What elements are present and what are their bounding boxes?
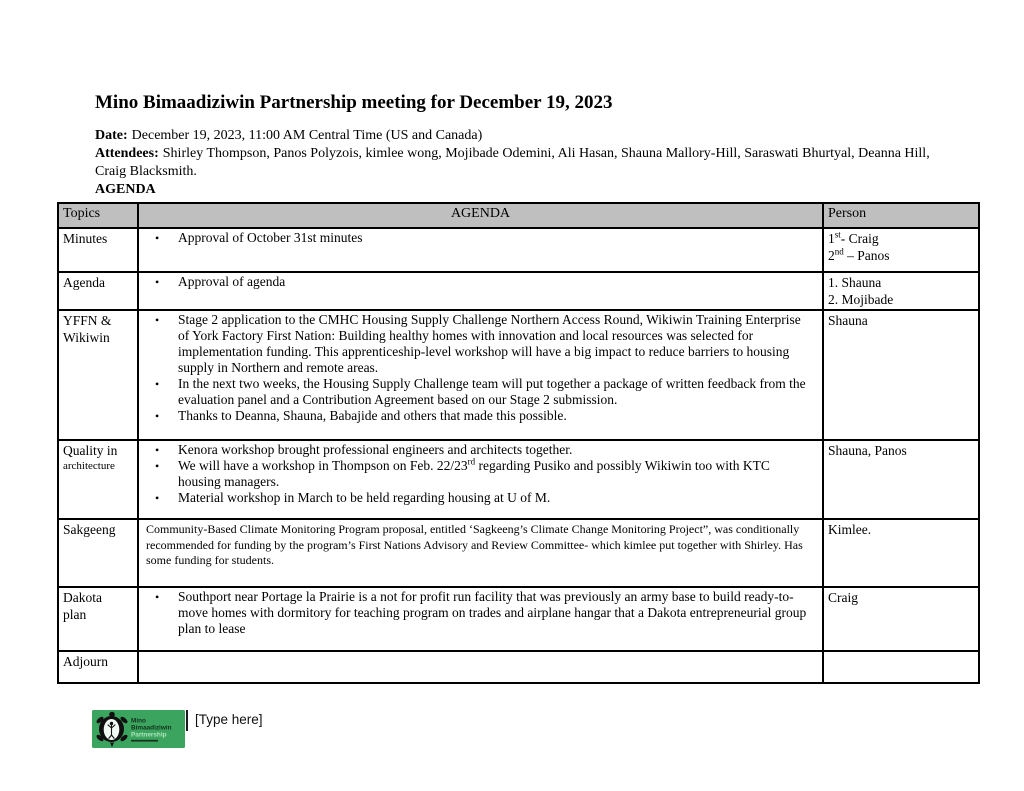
- person-cell: Craig: [823, 587, 979, 651]
- agenda-cell: Community-Based Climate Monitoring Program proposal, entitled ‘Sagkeeng’s Climate Change Monitoring Project”, was conditionally recommended for funding by the program’s First Nations Advisory and Review Committee- which kimlee put together with Shirley. Has some funding for students.: [138, 519, 823, 587]
- table-row: [58, 440, 979, 519]
- agenda-heading: AGENDA: [95, 182, 156, 197]
- table-row: [58, 228, 979, 272]
- topic-cell: Adjourn: [58, 651, 138, 683]
- logo-text-line1: Mino: [131, 717, 146, 725]
- table-row: [58, 310, 979, 440]
- column-header-agenda: AGENDA: [138, 203, 823, 228]
- agenda-cell: • Stage 2 application to the CMHC Housing Supply Challenge Northern Access Round, Wikiwin Training Enterprise of York Factory First Nation: Building healthy homes with innovation and local resources was selected for implementation funding. This apprenticeship-level workshop will have a big impact to reduce barriers to housing supply in Northern and remote areas. • In the next two weeks, the Housing Supply Challenge team will put together a package of written feedback from the evaluation panel and a Contribution Agreement based on our Stage 2 submission. • Thanks to Deanna, Shauna, Babajide and others that made this possible.: [138, 310, 823, 440]
- table-row: [58, 651, 979, 683]
- topic-cell: Minutes: [58, 228, 138, 272]
- column-header-topics: Topics: [58, 203, 138, 228]
- person-cell: [823, 651, 979, 683]
- topic-cell: YFFN & Wikiwin: [58, 310, 138, 440]
- meeting-meta: [95, 127, 943, 199]
- attendees-label: Attendees:: [95, 146, 159, 161]
- page-title: Mino Bimaadiziwin Partnership meeting for December 19, 2023: [95, 92, 613, 113]
- table-header-row: [58, 203, 979, 228]
- table-row: [58, 587, 979, 651]
- date-line: [95, 127, 943, 145]
- person-cell: 1st- Craig 2nd – Panos: [823, 228, 979, 272]
- partnership-logo: [92, 710, 185, 748]
- person-cell: 1. Shauna 2. Mojibade: [823, 272, 979, 310]
- topic-cell: Agenda: [58, 272, 138, 310]
- topic-cell: Dakota plan: [58, 587, 138, 651]
- agenda-table: [57, 202, 980, 684]
- text-cursor: [186, 710, 188, 731]
- agenda-cell: • Kenora workshop brought professional engineers and architects together. • We will have a workshop in Thompson on Feb. 22/23rd regarding Pusiko and possibly Wikiwin too with KTC housing managers. • Material workshop in March to be held regarding housing at U of M.: [138, 440, 823, 519]
- table-row: [58, 519, 979, 587]
- logo-tagline-bar: [131, 740, 158, 742]
- agenda-cell: • Approval of agenda: [138, 272, 823, 310]
- footer-placeholder[interactable]: [Type here]: [195, 712, 263, 727]
- logo-text-line2: Bimaadiziwin: [131, 724, 172, 732]
- page-footer: [92, 710, 263, 748]
- date-value: December 19, 2023, 11:00 AM Central Time (US and Canada): [131, 128, 483, 143]
- person-cell: Kimlee.: [823, 519, 979, 587]
- agenda-cell: [138, 651, 823, 683]
- date-label: Date:: [95, 128, 128, 143]
- agenda-table-body: [58, 228, 979, 683]
- topic-cell: Quality in architecture: [58, 440, 138, 519]
- attendees-line: [95, 145, 943, 181]
- agenda-cell: • Approval of October 31st minutes: [138, 228, 823, 272]
- person-cell: Shauna, Panos: [823, 440, 979, 519]
- table-row: [58, 272, 979, 310]
- person-cell: Shauna: [823, 310, 979, 440]
- logo-text-line3: Partnership: [131, 731, 167, 739]
- column-header-person: Person: [823, 203, 979, 228]
- topic-cell: Sakgeeng: [58, 519, 138, 587]
- attendees-value: Shirley Thompson, Panos Polyzois, kimlee wong, Mojibade Odemini, Ali Hasan, Shauna Mallory-Hill, Saraswati Bhurtyal, Deanna Hill, Craig Blacksmith.: [95, 146, 930, 179]
- agenda-cell: • Southport near Portage la Prairie is a not for profit run facility that was previously an army base to build ready-to-move homes with dormitory for teaching program on trades and airplane hangar that a Dakota entrepreneurial group plan to lease: [138, 587, 823, 651]
